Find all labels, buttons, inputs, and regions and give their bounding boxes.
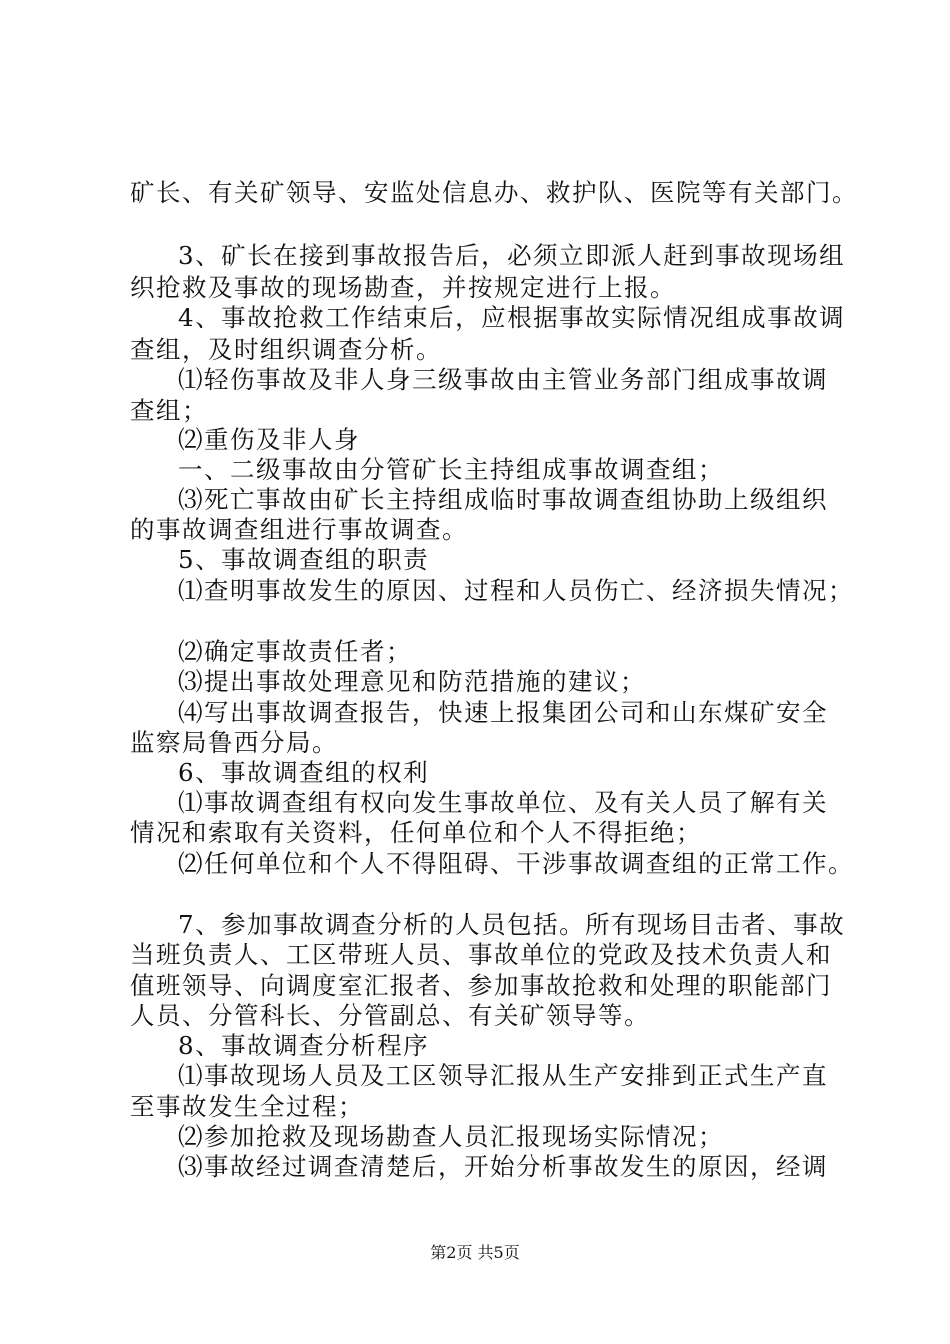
text-line: 3、矿长在接到事故报告后，必须立即派人赶到事故现场组 xyxy=(178,241,846,270)
text-line: 矿长、有关矿领导、安监处信息办、救护队、医院等有关部门。 xyxy=(130,178,858,207)
text-line: 的事故调查组进行事故调查。 xyxy=(130,515,468,544)
text-line: 情况和索取有关资料，任何单位和个人不得拒绝； xyxy=(130,818,702,847)
text-line: ⑴事故现场人员及工区领导汇报从生产安排到正式生产直 xyxy=(178,1061,828,1090)
text-line: 织抢救及事故的现场勘查，并按规定进行上报。 xyxy=(130,273,676,302)
text-line: 6、事故调查组的权利 xyxy=(178,758,430,787)
text-line: 查组； xyxy=(130,396,208,425)
text-line: 一、二级事故由分管矿长主持组成事故调查组； xyxy=(178,455,724,484)
text-line: ⑴查明事故发生的原因、过程和人员伤亡、经济损失情况； xyxy=(178,576,854,605)
text-line: 值班领导、向调度室汇报者、参加事故抢救和处理的职能部门 xyxy=(130,971,832,1000)
text-line: 当班负责人、工区带班人员、事故单位的党政及技术负责人和 xyxy=(130,940,832,969)
page-footer: 第2页 共5页 xyxy=(430,1243,520,1262)
text-line: ⑴轻伤事故及非人身三级事故由主管业务部门组成事故调 xyxy=(178,365,828,394)
text-line: 8、事故调查分析程序 xyxy=(178,1031,430,1060)
text-line: 5、事故调查组的职责 xyxy=(178,545,430,574)
text-line: ⑶事故经过调查清楚后，开始分析事故发生的原因，经调 xyxy=(178,1152,828,1181)
text-line: ⑶提出事故处理意见和防范措施的建议； xyxy=(178,667,646,696)
text-line: 7、参加事故调查分析的人员包括。所有现场目击者、事故 xyxy=(178,910,846,939)
text-line: ⑵参加抢救及现场勘查人员汇报现场实际情况； xyxy=(178,1122,724,1151)
text-line: 人员、分管科长、分管副总、有关矿领导等。 xyxy=(130,1001,650,1030)
text-line: 4、事故抢救工作结束后，应根据事故实际情况组成事故调 xyxy=(178,303,846,332)
text-line: 监察局鲁西分局。 xyxy=(130,728,338,757)
text-line: ⑵重伤及非人身 xyxy=(178,425,360,454)
text-line: ⑵任何单位和个人不得阻碍、干涉事故调查组的正常工作。 xyxy=(178,849,854,878)
text-line: 查组，及时组织调查分析。 xyxy=(130,335,442,364)
text-line: ⑷写出事故调查报告，快速上报集团公司和山东煤矿安全 xyxy=(178,698,828,727)
text-line: ⑵确定事故责任者； xyxy=(178,637,412,666)
text-line: ⑴事故调查组有权向发生事故单位、及有关人员了解有关 xyxy=(178,788,828,817)
text-line: 至事故发生全过程； xyxy=(130,1092,364,1121)
text-line: ⑶死亡事故由矿长主持组成临时事故调查组协助上级组织 xyxy=(178,485,828,514)
